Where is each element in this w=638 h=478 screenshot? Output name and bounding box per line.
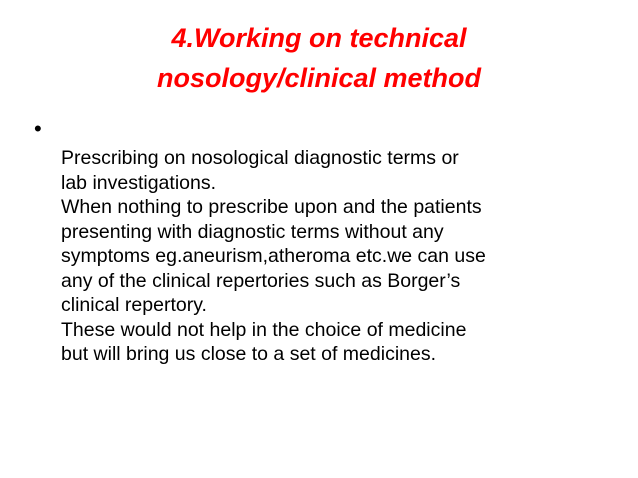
body-line: symptoms eg.aneurism,atheroma etc.we can use: [61, 245, 486, 267]
body-line: but will bring us close to a set of medicines.: [61, 343, 437, 365]
body-line: These would not help in the choice of medicine: [61, 318, 467, 341]
body-line: lab investigations.: [61, 171, 217, 194]
bullet-marker: •: [34, 116, 42, 141]
body-line: any of the clinical repertories such as Borger’s: [61, 269, 461, 292]
body-line: clinical repertory.: [61, 294, 207, 316]
slide-title-line: nosology/clinical method: [156, 63, 482, 93]
body-line: When nothing to prescribe upon and the patients: [61, 196, 482, 218]
slide-title-line: 4.Working on technical: [171, 23, 467, 53]
body-line: presenting with diagnostic terms without any: [61, 220, 444, 243]
slide-body: [61, 146, 621, 367]
body-line: Prescribing on nosological diagnostic terms or: [61, 147, 459, 169]
slide-title: [60, 18, 578, 98]
